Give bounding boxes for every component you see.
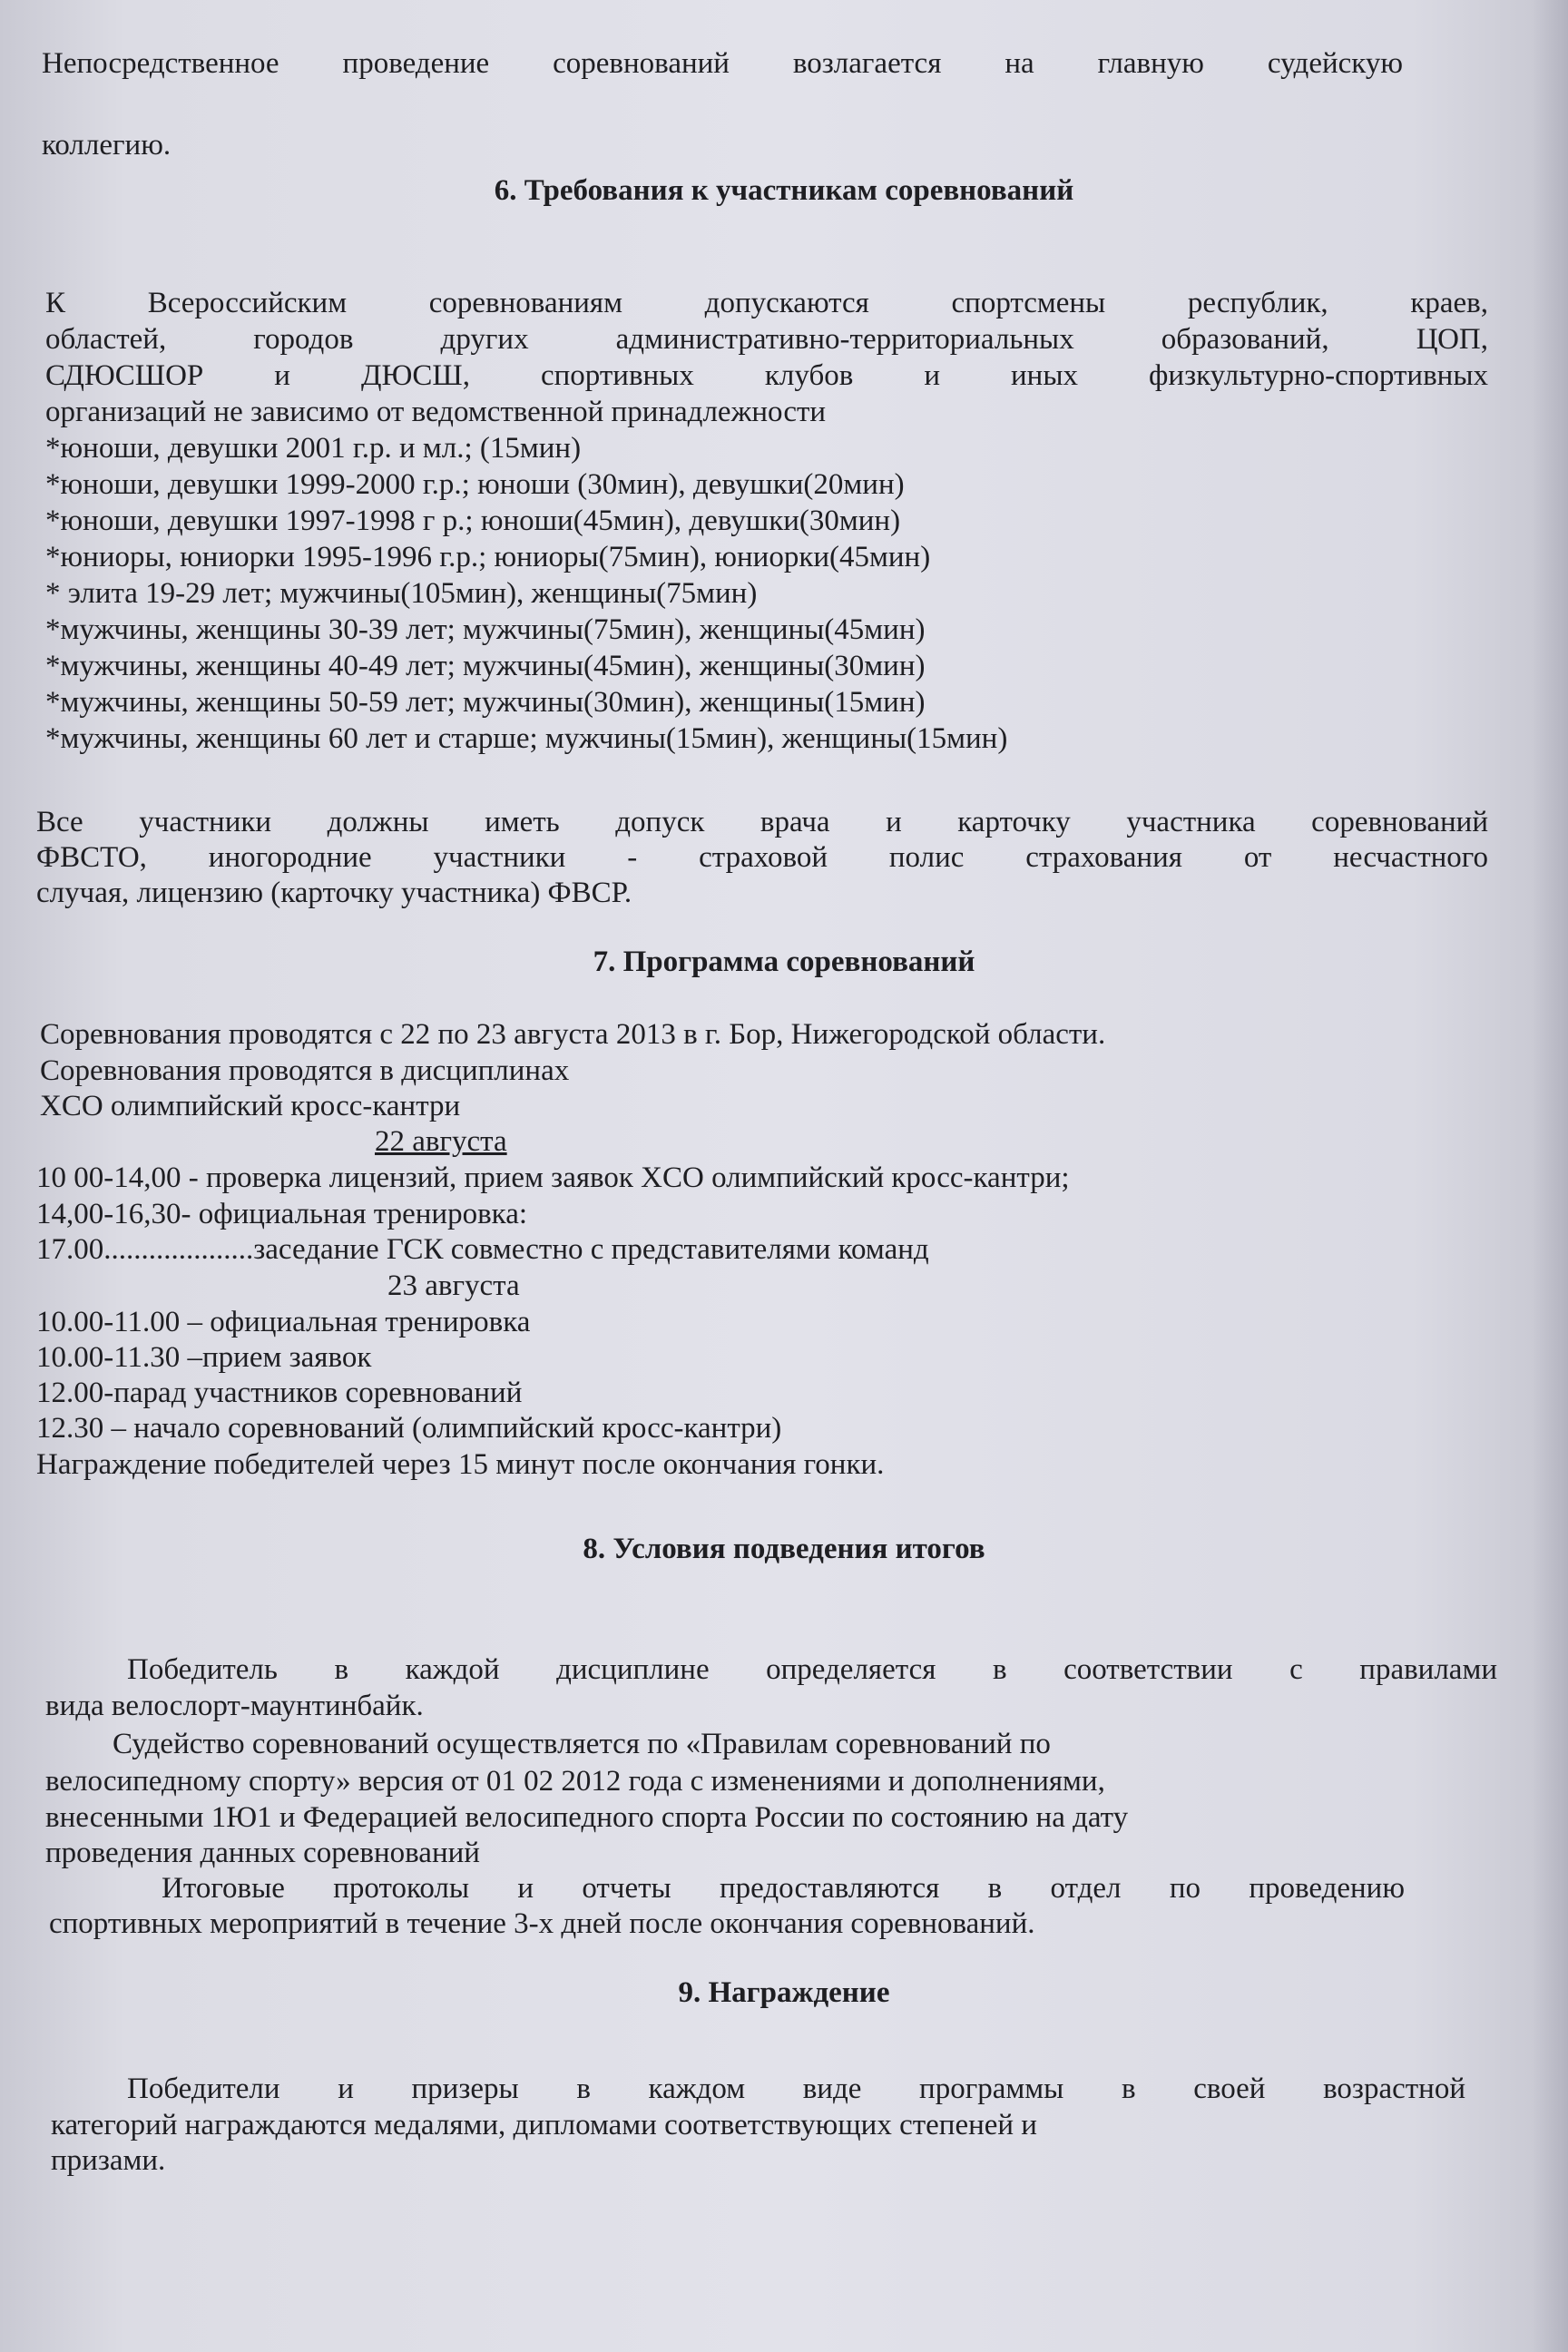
section-7-heading: 7. Программа соревнований	[593, 946, 975, 978]
results-line: спортивных мероприятий в течение 3-х дней после окончания соревнований.	[49, 1907, 1035, 1940]
results-line: Победитель в каждой дисциплине определяется в соответствии с правилами	[127, 1653, 1497, 1686]
schedule-item: Награждение победителей через 15 минут после окончания гонки.	[36, 1448, 885, 1481]
results-line: проведения данных соревнований	[45, 1837, 480, 1869]
schedule-item: 12.30 – начало соревнований (олимпийский кросс-кантри)	[36, 1412, 782, 1445]
awards-line: призами.	[51, 2144, 166, 2177]
paper-edge-shadow	[1532, 0, 1568, 2352]
paragraph-line: областей, городов других административно-территориальных образований, ЦОП,	[45, 323, 1488, 356]
section-9-heading: 9. Награждение	[678, 1976, 890, 2009]
program-line: Соревнования проводятся в дисциплинах	[40, 1054, 570, 1087]
category-item: * элита 19-29 лет; мужчины(105мин), женщины(75мин)	[45, 577, 758, 610]
schedule-item: 10.00-11.00 – официальная тренировка	[36, 1306, 531, 1338]
awards-line: категорий награждаются медалями, дипломами соответствующих степеней и	[51, 2109, 1037, 2141]
paragraph-line: К Всероссийским соревнованиям допускаются спортсмены республик, краев,	[45, 287, 1488, 319]
category-item: *юноши, девушки 2001 г.р. и мл.; (15мин)	[45, 432, 582, 465]
category-item: *мужчины, женщины 60 лет и старше; мужчины(15мин), женщины(15мин)	[45, 722, 1008, 755]
intro-line: Непосредственное проведение соревнований возлагается на главную судейскую	[42, 47, 1403, 80]
section-8-heading: 8. Условия подведения итогов	[583, 1533, 985, 1565]
awards-line: Победители и призеры в каждом виде программы в своей возрастной	[127, 2073, 1465, 2105]
results-line: Судейство соревнований осуществляется по «Правилам соревнований по	[113, 1728, 1051, 1760]
category-item: *мужчины, женщины 30-39 лет; мужчины(75мин), женщины(45мин)	[45, 613, 926, 646]
category-item: *юноши, девушки 1997-1998 г р.; юноши(45мин), девушки(30мин)	[45, 505, 901, 537]
requirements-line: ФВСТО, иногородние участники - страховой полис страхования от несчастного	[36, 841, 1488, 874]
category-item: *мужчины, женщины 50-59 лет; мужчины(30мин), женщины(15мин)	[45, 686, 926, 719]
category-item: *юноши, девушки 1999-2000 г.р.; юноши (30мин), девушки(20мин)	[45, 468, 905, 501]
results-line: Итоговые протоколы и отчеты предоставляются в отдел по проведению	[162, 1872, 1405, 1905]
schedule-item: 12.00-парад участников соревнований	[36, 1377, 523, 1409]
section-6-heading: 6. Требования к участникам соревнований	[494, 174, 1074, 207]
results-line: внесенными 1Ю1 и Федерацией велосипедного спорта России по состоянию на дату	[45, 1801, 1129, 1834]
results-line: вида велослорт-маунтинбайк.	[45, 1690, 424, 1722]
day-2-date: 23 августа	[387, 1269, 520, 1302]
paragraph-line: СДЮСШОР и ДЮСШ, спортивных клубов и иных физкультурно-спортивных	[45, 359, 1488, 392]
program-line: XCO олимпийский кросс-кантри	[40, 1090, 461, 1122]
category-item: *мужчины, женщины 40-49 лет; мужчины(45мин), женщины(30мин)	[45, 650, 926, 682]
intro-line: коллегию.	[42, 129, 172, 162]
requirements-line: случая, лицензию (карточку участника) ФВСР.	[36, 877, 632, 909]
program-line: Соревнования проводятся с 22 по 23 августа 2013 в г. Бор, Нижегородской области.	[40, 1018, 1106, 1051]
schedule-item: 10 00-14,00 - проверка лицензий, прием заявок XCO олимпийский кросс-кантри;	[36, 1161, 1070, 1194]
day-1-date: 22 августа	[375, 1125, 507, 1158]
schedule-item: 14,00-16,30- официальная тренировка:	[36, 1198, 528, 1230]
requirements-line: Все участники должны иметь допуск врача и карточку участника соревнований	[36, 806, 1488, 838]
paragraph-line: организаций не зависимо от ведомственной принадлежности	[45, 396, 827, 428]
category-item: *юниоры, юниорки 1995-1996 г.р.; юниоры(75мин), юниорки(45мин)	[45, 541, 931, 573]
schedule-item: 10.00-11.30 –прием заявок	[36, 1341, 372, 1374]
results-line: велосипедному спорту» версия от 01 02 2012 года с изменениями и дополнениями,	[45, 1765, 1105, 1798]
schedule-item: 17.00....................заседание ГСК совместно с представителями команд	[36, 1233, 929, 1266]
